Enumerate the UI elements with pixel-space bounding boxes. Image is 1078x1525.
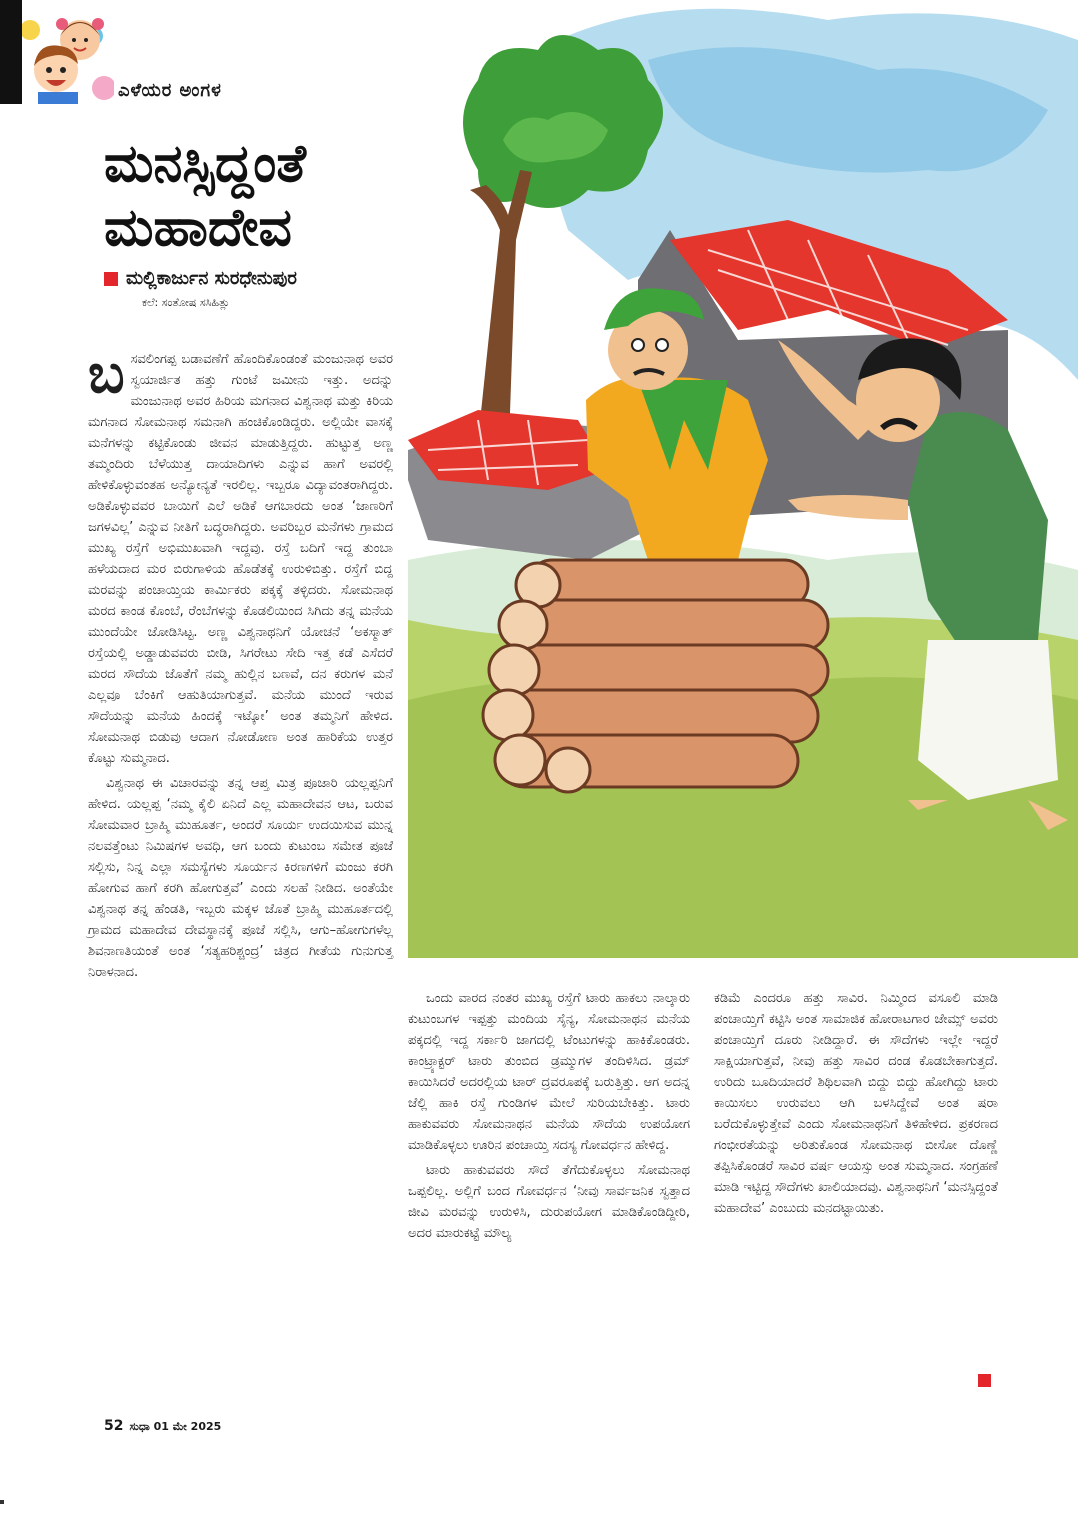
story-illustration (408, 0, 1078, 958)
page-footer (104, 1418, 221, 1434)
title-line-2: ಮಹಾದೇವ (104, 197, 292, 258)
paragraph: ಟಾರು ಹಾಕುವವರು ಸೌದೆ ತೆಗೆದುಕೊಳ್ಳಲು ಸೋಮನಾಥ ಒಪ್ಪಲಿಲ್ಲ. ಅಲ್ಲಿಗೆ ಬಂದ ಗೋವರ್ಧನ ‘ನೀವು ಸಾರ್ವಜನಿಕ ಸ್ವತ್ತಾದ ಜೀವಿ ಮರವನ್ನು ಉರುಳಿಸಿ, ದುರುಪಯೋಗ ಮಾಡಿಕೊಂಡಿದ್ದೀರಿ, ಅದರ ಮಾರುಕಟ್ಟೆ ಮೌಲ್ಯ (408, 1163, 690, 1241)
article-title (104, 132, 404, 260)
artist-credit: ಕಲೆ: ಸಂತೋಷ ಸಸಿಹಿತ್ಲು (142, 296, 230, 309)
kids-faces-logo (22, 0, 114, 104)
paragraph (88, 341, 393, 769)
paragraph-text: ಸವಲಿಂಗಪ್ಪ ಬಡಾವಣೆಗೆ ಹೊಂದಿಕೊಂಡಂತೆ ಮಂಜುನಾಥ ಅವರ ಸ್ವಯಾರ್ಜಿತ ಹತ್ತು ಗುಂಟೆ ಜಮೀನು ಇತ್ತು. ಅದನ್ನು ಮಂಜುನಾಥ ಅವರ ಹಿರಿಯ ಮಗನಾದ ವಿಶ್ವನಾಥ ಮತ್ತು ಕಿರಿಯ ಮಗನಾದ ಸೋಮನಾಥ ಸಮನಾಗಿ ಹಂಚಿಕೊಂಡಿದ್ದರು. ಅಲ್ಲಿಯೇ ವಾಸಕ್ಕೆ ಮನೆಗಳನ್ನು ಕಟ್ಟಿಕೊಂಡು ಜೀವನ ಮಾಡುತ್ತಿದ್ದರು. ಹುಟ್ಟುತ್ತ ಅಣ್ಣ ತಮ್ಮಂದಿರು ಬೆಳೆಯುತ್ತ ದಾಯಾದಿಗಳು ಎನ್ನುವ ಹಾಗೆ ಅವರಲ್ಲಿ ಹೇಳಿಕೊಳ್ಳುವಂತಹ ಅನ್ಯೋನ್ಯತೆ ಇರಲಿಲ್ಲ. ಇಬ್ಬರೂ ವಿದ್ಯಾವಂತರಾಗಿದ್ದರು. ಅಡಿಕೊಳ್ಳುವವರ ಬಾಯಿಗೆ ಎಲೆ ಅಡಿಕೆ ಆಗಬಾರದು ಅಂತ ‘ಜಾಣರಿಗೆ ಜಗಳವಿಲ್ಲ’ ಎನ್ನುವ ನೀತಿಗೆ ಬದ್ಧರಾಗಿದ್ದರು. ಅವರಿಬ್ಬರ ಮನೆಗಳು ಗ್ರಾಮದ ಮುಖ್ಯ ರಸ್ತೆಗೆ ಅಭಿಮುಖವಾಗಿ ಇದ್ದವು. ರಸ್ತೆ ಬದಿಗೆ ಇದ್ದ ತುಂಬಾ ಹಳೆಯದಾದ ಮರ ಬಿರುಗಾಳಿಯ ಹೊಡೆತಕ್ಕೆ ಉರುಳಿಬಿತ್ತು. ರಸ್ತೆಗೆ ಬಿದ್ದ ಮರವನ್ನು ಪಂಚಾಯ್ತಿಯ ಕಾರ್ಮಿಕರು ಪಕ್ಕಕ್ಕೆ ತಳ್ಳಿದರು. ಸೋಮನಾಥ ಮರದ ಕಾಂಡ ಕೊಂಬೆ, ರೆಂಬೆಗಳನ್ನು ಕೊಡಲಿಯಿಂದ ಸಿಗಿದು ತನ್ನ ಮನೆಯ ಮುಂದೆಯೇ ಜೋಡಿಸಿಟ್ಟ. ಅಣ್ಣ ವಿಶ್ವನಾಥನಿಗೆ ಯೋಚನೆ ‘ಅಕಸ್ಮಾತ್ ರಸ್ತೆಯಲ್ಲಿ ಅಡ್ಡಾಡುವವರು ಬೀಡಿ, ಸಿಗರೇಟು ಸೇದಿ ಇತ್ತ ಕಡೆ ಎಸೆದರೆ ಮರದ ಸೌದೆಯ ಜೊತೆಗೆ ನಮ್ಮ ಹುಲ್ಲಿನ ಬಣವೆ, ದನ ಕರುಗಳ ಮನೆ ಎಲ್ಲವೂ ಬೆಂಕಿಗೆ ಆಹುತಿಯಾಗುತ್ತವೆ. ಮನೆಯ ಮುಂದೆ ಇರುವ ಸೌದೆಯನ್ನು ಮನೆಯ ಹಿಂದಕ್ಕೆ ಇಟ್ಕೋ’ ಅಂತ ತಮ್ಮನಿಗೆ ಹೇಳಿದ. ಸೋಮನಾಥ ಬಿಡುವು ಆದಾಗ ನೋಡೋಣ ಅಂತ ಹಾರಿಕೆಯ ಉತ್ತರ ಕೊಟ್ಟು ಸುಮ್ಮನಾದ. (88, 352, 393, 766)
paragraph: ಕಡಿಮೆ ಎಂದರೂ ಹತ್ತು ಸಾವಿರ. ನಿಮ್ಮಿಂದ ವಸೂಲಿ ಮಾಡಿ ಪಂಚಾಯ್ತಿಗೆ ಕಟ್ಟಿಸಿ ಅಂತ ಸಾಮಾಜಿಕ ಹೋರಾಟಗಾರ ಜೇಮ್ಸ್ ಅವರು ಪಂಚಾಯ್ತಿಗೆ ದೂರು ನೀಡಿದ್ದಾರೆ. ಈ ಸೌದೆಗಳು ಇಲ್ಲೇ ಇದ್ದರೆ ಸಾಕ್ಷಿಯಾಗುತ್ತವೆ, ನೀವು ಹತ್ತು ಸಾವಿರ ದಂಡ ಕೊಡಬೇಕಾಗುತ್ತದೆ. ಉರಿದು ಬೂದಿಯಾದರೆ ಶಿಥಿಲವಾಗಿ ಬಿದ್ದು ಬಿದ್ದು ಹೋಗಿದ್ದು ಟಾರು ಕಾಯಿಸಲು ಉರುವಲು ಆಗಿ ಬಳಸಿದ್ದೇವೆ ಅಂತ ಷರಾ ಬರೆದುಕೊಳ್ಳುತ್ತೇವೆ ಎಂದು ಸೋಮನಾಥನಿಗೆ ತಿಳಿಹೇಳಿದ. ಪ್ರಕರಣದ ಗಂಭೀರತೆಯನ್ನು ಅರಿತುಕೊಂಡ ಸೋಮನಾಥ ಬೀಸೋ ದೊಣ್ಣೆ ತಪ್ಪಿಸಿಕೊಂಡರೆ ಸಾವಿರ ವರ್ಷ ಆಯಸ್ಸು ಅಂತ ಸುಮ್ಮನಾದ. ಸಂಗ್ರಹಣೆ ಮಾಡಿ ಇಟ್ಟಿದ್ದ ಸೌದೆಗಳು ಖಾಲಿಯಾದವು. ವಿಶ್ವನಾಥನಿಗೆ ‘ಮನಸ್ಸಿದ್ದಂತೆ ಮಹಾದೇವ’ ಎಂಬುದು ಮನದಟ್ಟಾಯಿತು. (714, 991, 998, 1216)
paragraph: ವಿಶ್ವನಾಥ ಈ ವಿಚಾರವನ್ನು ತನ್ನ ಆಪ್ತ ಮಿತ್ರ ಪೂಜಾರಿ ಯಲ್ಲಪ್ಪನಿಗೆ ಹೇಳಿದ. ಯಲ್ಲಪ್ಪ ‘ನಮ್ಮ ಕೈಲಿ ಏನಿದೆ ಎಲ್ಲ ಮಹಾದೇವನ ಆಟ, ಬರುವ ಸೋಮವಾರ ಬ್ರಾಹ್ಮಿ ಮುಹೂರ್ತ, ಅಂದರೆ ಸೂರ್ಯ ಉದಯಿಸುವ ಮುನ್ನ ನಲವತ್ತೆಂಟು ನಿಮಿಷಗಳ ಅವಧಿ, ಆಗ ಬಂದು ಕುಟುಂಬ ಸಮೇತ ಪೂಜೆ ಸಲ್ಲಿಸು, ನಿನ್ನ ಎಲ್ಲಾ ಸಮಸ್ಯೆಗಳು ಸೂರ್ಯನ ಕಿರಣಗಳಿಗೆ ಮಂಜು ಕರಗಿ ಹೋಗುವ ಹಾಗೆ ಕರಗಿ ಹೋಗುತ್ತವೆ’ ಎಂದು ಸಲಹೆ ನೀಡಿದ. ಅಂತೆಯೇ ವಿಶ್ವನಾಥ ತನ್ನ ಹೆಂಡತಿ, ಇಬ್ಬರು ಮಕ್ಕಳ ಜೊತೆ ಬ್ರಾಹ್ಮಿ ಮುಹೂರ್ತದಲ್ಲಿ ಗ್ರಾಮದ ಮಹಾದೇವ ದೇವಸ್ಥಾನಕ್ಕೆ ಪೂಜೆ ಸಲ್ಲಿಸಿ, ಆಗು–ಹೋಗುಗಳೆಲ್ಲ ಶಿವನಾಣತಿಯಂತೆ ಅಂತ ‘ಸತ್ಯಹರಿಶ್ಚಂದ್ರ’ ಚಿತ್ರದ ಗೀತೆಯ ಗುನುಗುತ್ತ ನಿರಾಳನಾದ. (88, 776, 393, 980)
author-name: ಮಲ್ಲಿಕಾರ್ಜುನ ಸುರಧೇನುಪುರ (126, 268, 297, 289)
magazine-date: ಸುಧಾ 01 ಮೇ 2025 (129, 1420, 222, 1433)
crop-mark (0, 1500, 4, 1504)
corner-black-block (0, 0, 22, 104)
article-column-2 (408, 988, 690, 1248)
section-label: ಎಳೆಯರ ಅಂಗಳ (118, 80, 222, 101)
article-column-1 (88, 341, 393, 987)
title-line-1: ಮನಸ್ಸಿದ್ದಂತೆ (104, 133, 306, 194)
red-square-bullet (104, 272, 118, 286)
article-column-3 (714, 988, 998, 1223)
page-number: 52 (104, 1418, 124, 1434)
author-byline (104, 268, 297, 289)
drop-cap: ಬ (88, 341, 125, 405)
paragraph: ಒಂದು ವಾರದ ನಂತರ ಮುಖ್ಯ ರಸ್ತೆಗೆ ಟಾರು ಹಾಕಲು ನಾಲ್ಕಾರು ಕುಟುಂಬಗಳ ಇಪ್ಪತ್ತು ಮಂದಿಯ ಸೈನ್ಯ, ಸೋಮನಾಥನ ಮನೆಯ ಪಕ್ಕದಲ್ಲಿ ಇದ್ದ ಸರ್ಕಾರಿ ಜಾಗದಲ್ಲಿ ಟೆಂಟುಗಳನ್ನು ಹಾಕಿಕೊಂಡರು. ಕಾಂಟ್ರ್ಯಾಕ್ಟರ್ ಟಾರು ತುಂಬಿದ ಡ್ರಮ್ಮುಗಳ ತಂದಿಳಿಸಿದ. ಡ್ರಮ್ ಕಾಯಿಸಿದರೆ ಅದರಲ್ಲಿಯ ಟಾರ್ ದ್ರವರೂಪಕ್ಕೆ ಬರುತ್ತಿತ್ತು. ಆಗ ಅದನ್ನ ಜೆಲ್ಲಿ ಹಾಕಿ ರಸ್ತೆ ಗುಂಡಿಗಳ ಮೇಲೆ ಸುರಿಯಬೇಕಿತ್ತು. ಟಾರು ಹಾಕುವವರು ಸೋಮನಾಥನ ಮನೆಯ ಸೌದೆಯ ಉಪಯೋಗ ಮಾಡಿಕೊಳ್ಳಲು ಊರಿನ ಪಂಚಾಯ್ತಿ ಸದಸ್ಯ ಗೋವರ್ಧನ ಹೇಳಿದ್ದ. (408, 991, 690, 1153)
end-of-article-marker (978, 1374, 991, 1387)
